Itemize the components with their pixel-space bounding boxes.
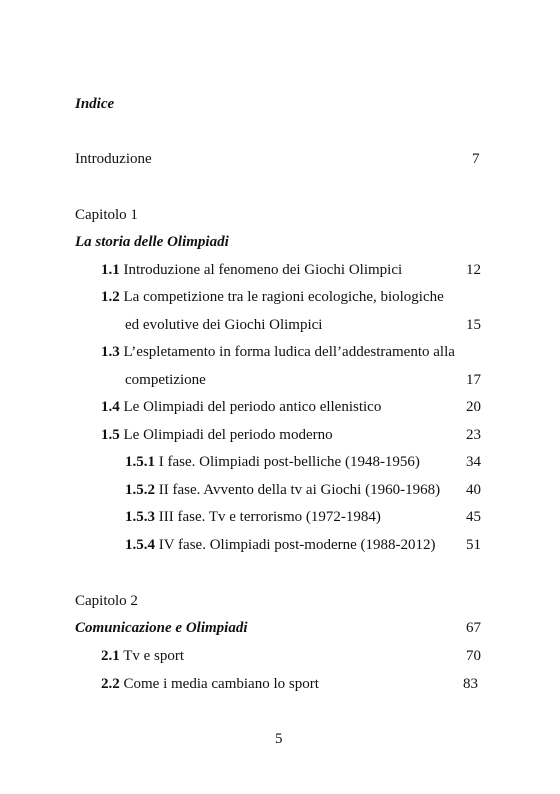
chapter-label: Capitolo 1 (75, 207, 138, 223)
chapter-title: La storia delle Olimpiadi (75, 234, 229, 250)
entry-page: 51 (466, 537, 481, 553)
entry-number: 2.2 (101, 676, 120, 692)
entry-text: I fase. Olimpiadi post-belliche (1948-1956) (158, 454, 420, 470)
entry-number: 1.2 (101, 289, 120, 305)
entry-text: Come i media cambiano lo sport (123, 676, 319, 692)
entry-page: 7 (472, 151, 480, 167)
entry-number: 1.4 (101, 399, 120, 415)
entry-number: 1.5 (101, 427, 120, 443)
entry-number: 1.5.1 (125, 454, 155, 470)
entry-label: Introduzione (75, 151, 152, 167)
entry-text: III fase. Tv e terrorismo (1972-1984) (158, 509, 381, 525)
entry-page: 40 (466, 482, 481, 498)
chapter-title: Comunicazione e Olimpiadi (75, 620, 248, 636)
entry-number: 2.1 (101, 648, 120, 664)
entry-page: 34 (466, 454, 481, 470)
entry-page: 17 (466, 372, 481, 388)
entry-page: 45 (466, 509, 481, 525)
entry-text: Le Olimpiadi del periodo antico ellenistico (123, 399, 382, 415)
entry-number: 1.5.2 (125, 482, 155, 498)
entry-page: 83 (463, 676, 478, 692)
page-number: 5 (275, 731, 283, 747)
entry-page: 12 (466, 262, 481, 278)
chapter-page: 67 (466, 620, 481, 636)
entry-number: 1.3 (101, 344, 120, 360)
entry-text: L’espletamento in forma ludica dell’addestramento alla (123, 344, 455, 360)
entry-page: 23 (466, 427, 481, 443)
entry-page: 70 (466, 648, 481, 664)
entry-text: IV fase. Olimpiadi post-moderne (1988-2012) (158, 537, 436, 553)
entry-text: Tv e sport (123, 648, 185, 664)
entry-page: 15 (466, 317, 481, 333)
entry-text-continued: ed evolutive dei Giochi Olimpici (125, 317, 323, 333)
entry-text: La competizione tra le ragioni ecologiche, biologiche (123, 289, 444, 305)
entry-text: Le Olimpiadi del periodo moderno (123, 427, 333, 443)
entry-page: 20 (466, 399, 481, 415)
entry-number: 1.1 (101, 262, 120, 278)
entry-number: 1.5.3 (125, 509, 155, 525)
chapter-label: Capitolo 2 (75, 593, 138, 609)
toc-heading: Indice (75, 96, 115, 112)
entry-text-continued: competizione (125, 372, 206, 388)
entry-text: II fase. Avvento della tv ai Giochi (1960-1968) (158, 482, 441, 498)
entry-text: Introduzione al fenomeno dei Giochi Olimpici (123, 262, 403, 278)
entry-number: 1.5.4 (125, 537, 155, 553)
